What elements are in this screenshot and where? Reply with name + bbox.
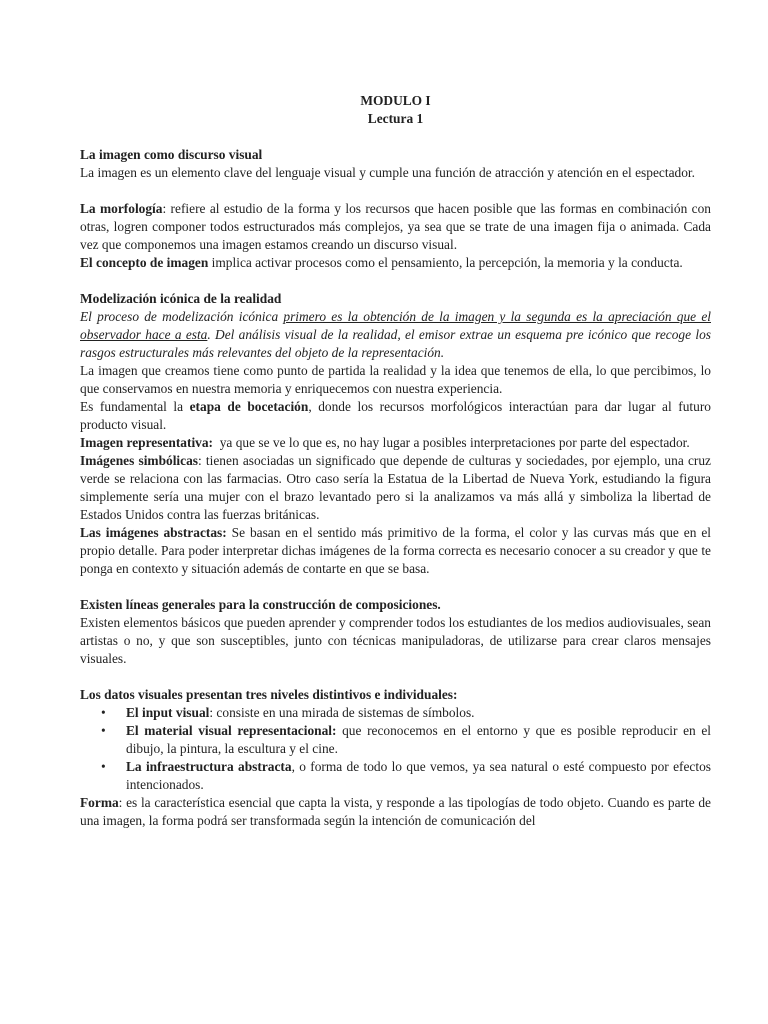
symbolic-images-paragraph bbox=[80, 452, 711, 524]
representative-image-text: ya que se ve lo que es, no hay lugar a posibles interpretaciones por parte del espectador. bbox=[213, 435, 690, 450]
image-concept-text: implica activar procesos como el pensamiento, la percepción, la memoria y la conducta. bbox=[208, 255, 683, 270]
list-item-term: El material visual representacional: bbox=[126, 723, 337, 738]
modelization-underlined: primero es la obtención de la imagen y la segunda es la apreciación que el observador hace a esta bbox=[80, 309, 711, 342]
list-item bbox=[80, 758, 711, 794]
bullet-icon: • bbox=[101, 705, 106, 720]
section-heading-modelization: Modelización icónica de la realidad bbox=[80, 291, 282, 306]
list-item-text: que reconocemos en el entorno y que es posible reproducir en el dibujo, la pintura, la escultura y el cine. bbox=[126, 723, 711, 756]
composition-paragraph: Existen elementos básicos que pueden aprender y comprender todos los estudiantes de los medios audiovisuales, sean artistas o no, y que son susceptibles, junto con técnicas manipuladoras, de utilizarse para crear claros mensajes visuales. bbox=[80, 615, 711, 666]
abstract-images-term: Las imágenes abstractas: bbox=[80, 525, 227, 540]
section-heading-visual-data: Los datos visuales presentan tres niveles distintivos e individuales: bbox=[80, 687, 458, 702]
modelization-rest: . Del análisis visual de la realidad, el emisor extrae un esquema pre icónico que recoge los rasgos estructurales más relevantes del objeto de la representación. bbox=[80, 327, 711, 360]
image-concept-term: El concepto de imagen bbox=[80, 255, 209, 270]
form-text: : es la característica esencial que capta la vista, y responde a las tipologías de todo objeto. Cuando es parte de una imagen, la forma podrá ser transformada según la intención de comunicación del bbox=[80, 795, 711, 828]
representative-image-paragraph bbox=[80, 434, 711, 452]
sketch-stage-text: , donde los recursos morfológicos interactúan para dar lugar al futuro producto visual. bbox=[80, 399, 711, 432]
bullet-icon: • bbox=[101, 759, 106, 774]
list-item-text: , o forma de todo lo que vemos, ya sea natural o esté compuesto por efectos intencionados. bbox=[126, 759, 711, 792]
list-item-term: El input visual bbox=[126, 705, 210, 720]
morphology-text: : refiere al estudio de la forma y los recursos que hacen posible que las formas en combinación con otras, logren componer todos estructurados más complejos, ya sea que se trate de una imagen fija o animada. Cada vez que componemos una imagen estamos creando un discurso visual. bbox=[80, 201, 711, 252]
symbolic-images-term: Imágenes simbólicas bbox=[80, 453, 199, 468]
list-item bbox=[80, 704, 711, 722]
modelization-italic-paragraph bbox=[80, 308, 711, 362]
document-body bbox=[80, 92, 711, 830]
visual-levels-list bbox=[80, 704, 711, 794]
bullet-icon: • bbox=[101, 723, 106, 738]
section-heading-composition: Existen líneas generales para la construcción de composiciones. bbox=[80, 597, 441, 612]
list-item bbox=[80, 722, 711, 758]
abstract-images-paragraph bbox=[80, 524, 711, 578]
list-item-term: La infraestructura abstracta bbox=[126, 759, 292, 774]
morphology-paragraph bbox=[80, 200, 711, 254]
discourse-paragraph: La imagen es un elemento clave del lenguaje visual y cumple una función de atracción y atención en el espectador. bbox=[80, 165, 695, 180]
representative-image-term: Imagen representativa: bbox=[80, 435, 214, 450]
abstract-images-text: Se basan en el sentido más primitivo de la forma, el color y las curvas más que en el propio detalle. Para poder interpretar dichas imágenes de la forma correcta es necesario conocer a su creador y que te ponga en contexto y situación además de contarte en que se basa. bbox=[80, 525, 711, 576]
morphology-term: La morfología bbox=[80, 201, 163, 216]
reading-title: Lectura 1 bbox=[367, 111, 424, 126]
sketch-stage-term: etapa de bocetación bbox=[189, 399, 309, 414]
sketch-stage-paragraph bbox=[80, 398, 711, 434]
section-heading-discourse: La imagen como discurso visual bbox=[80, 147, 263, 162]
image-concept-paragraph bbox=[80, 254, 711, 272]
symbolic-images-text: : tienen asociadas un significado que depende de culturas y sociedades, por ejemplo, una cruz verde se relaciona con las farmacias. Otro caso sería la Estatua de la Libertad de Nueva York, estudiando la figura simplemente sería una mujer con el brazo levantado pero si la analizamos va más allá y simboliza la libertad de Estados Unidos contra las fuerzas británicas. bbox=[80, 453, 711, 522]
modelization-intro: El proceso de modelización icónica bbox=[80, 309, 284, 324]
reality-paragraph: La imagen que creamos tiene como punto de partida la realidad y la idea que tenemos de ella, lo que percibimos, lo que conservamos en nuestra memoria y enriquecemos con nuestra experiencia. bbox=[80, 363, 711, 396]
form-term: Forma bbox=[80, 795, 119, 810]
list-item-text: : consiste en una mirada de sistemas de símbolos. bbox=[209, 705, 475, 720]
sketch-stage-lead: Es fundamental la bbox=[80, 399, 190, 414]
form-paragraph bbox=[80, 794, 711, 830]
module-title: MODULO I bbox=[360, 93, 431, 108]
